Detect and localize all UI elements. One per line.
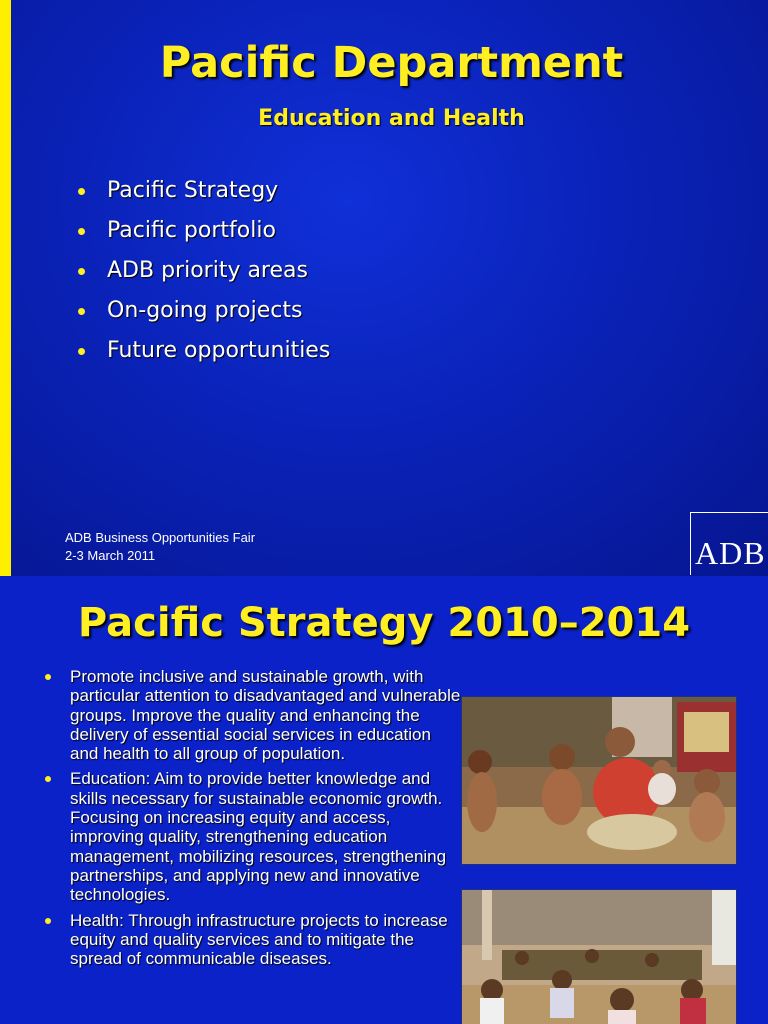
list-item (42, 911, 462, 969)
list-item (78, 252, 330, 292)
bullet-icon (45, 776, 51, 782)
bullet-icon (45, 674, 51, 680)
list-item (78, 292, 330, 332)
list-item-label: Future opportunities (107, 338, 331, 363)
classroom-photo (461, 889, 737, 1024)
strategy-list (42, 667, 462, 974)
list-item-text: Promote inclusive and sustainable growth, with particular attention to disadvantaged and vulnerable groups. Improve the quality and enhancing the delivery of essential social services in education and health to all group of population. (70, 667, 461, 764)
logo-text: ADB (695, 535, 766, 571)
slide-title: Pacific Strategy 2010–2014 (77, 600, 691, 646)
bullet-icon (78, 348, 85, 355)
bullet-icon (78, 308, 85, 315)
list-item-label: Pacific portfolio (107, 218, 276, 243)
slide-title: Pacific Department (159, 38, 624, 88)
list-item-label: ADB priority areas (107, 258, 308, 283)
list-item (78, 332, 330, 372)
event-name: ADB Business Opportunities Fair (65, 530, 256, 545)
slide-2 (0, 576, 768, 1024)
list-item (78, 172, 330, 212)
list-item-text: Education: Aim to provide better knowledge and skills necessary for sustainable economic growth. Focusing on increasing equity and access, improving quality, strengthening education management, mobilizing resources, strengthening partnerships, and applying new and innovative technologies. (70, 769, 447, 905)
list-item-label: Pacific Strategy (107, 178, 279, 203)
list-item (42, 667, 462, 763)
list-item-label: On-going projects (107, 298, 303, 323)
bullet-icon (45, 918, 51, 924)
slide-footer (65, 529, 255, 565)
list-item (42, 769, 462, 904)
slide-subtitle: Education and Health (258, 106, 525, 131)
bullet-icon (78, 268, 85, 275)
adb-logo (690, 512, 768, 575)
event-date: 2-3 March 2011 (65, 548, 156, 563)
bullet-icon (78, 188, 85, 195)
list-item (78, 212, 330, 252)
classroom-photo-image (462, 890, 736, 1024)
family-photo-image (462, 697, 736, 864)
bullet-icon (78, 228, 85, 235)
agenda-list (78, 172, 330, 372)
family-photo (461, 696, 737, 865)
list-item-text: Health: Through infrastructure projects to increase equity and quality services and to mitigate the spread of communicable diseases. (70, 910, 448, 969)
